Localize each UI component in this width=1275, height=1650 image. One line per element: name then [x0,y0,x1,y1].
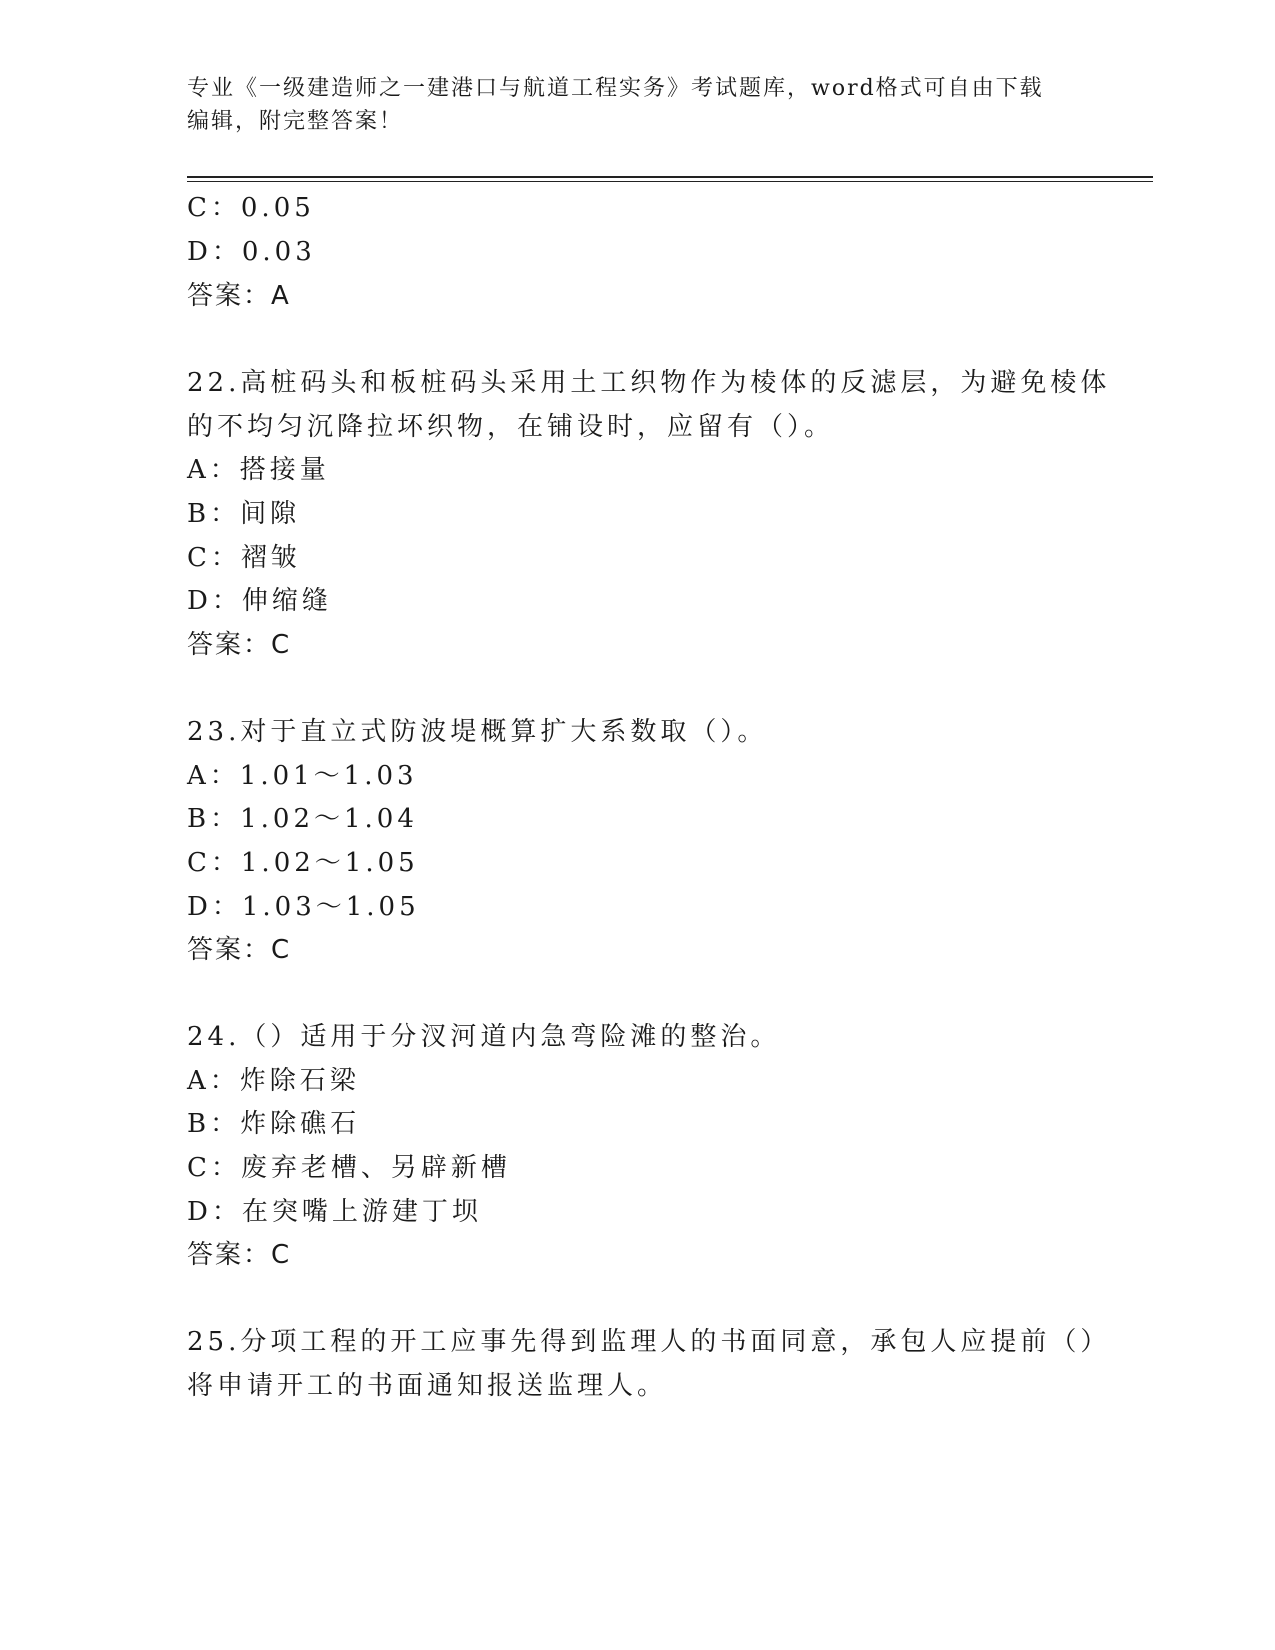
q24-stem-line-1: 24.（）适用于分汊河道内急弯险滩的整治。 [187,1022,781,1052]
header-line-1: 专业《一级建造师之一建港口与航道工程实务》考试题库，word格式可自由下载 [187,76,1044,101]
q23-stem-line-1: 23.对于直立式防波堤概算扩大系数取（）。 [187,717,768,747]
q25-stem-line-2: 将申请开工的书面通知报送监理人。 [187,1371,668,1401]
prev-option-d: D：0.03 [187,237,316,267]
header-rule-thick [187,176,1153,178]
q24-answer: 答案：C [187,1240,292,1270]
q24-option-a: A：炸除石梁 [187,1066,360,1096]
q23-option-a: A：1.01～1.03 [187,761,418,791]
q25-stem-line-1: 25.分项工程的开工应事先得到监理人的书面同意，承包人应提前（） [187,1327,1111,1357]
q22-answer: 答案：C [187,630,292,660]
header-rule-thin [187,181,1153,182]
q24-option-c: C：废弃老槽、另辟新槽 [187,1153,511,1183]
q23-answer: 答案：C [187,935,292,965]
q24-option-b: B：炸除礁石 [187,1109,361,1139]
prev-option-c: C：0.05 [187,193,315,223]
q23-option-d: D：1.03～1.05 [187,892,420,922]
q24-option-d: D：在突嘴上游建丁坝 [187,1197,482,1227]
q22-option-a: A：搭接量 [187,455,330,485]
prev-answer: 答案：A [187,281,291,311]
q22-option-c: C：褶皱 [187,543,301,573]
q23-option-b: B：1.02～1.04 [187,804,418,834]
q22-stem-line-1: 22.高桩码头和板桩码头采用土工织物作为棱体的反滤层，为避免棱体 [187,368,1111,398]
q22-option-d: D：伸缩缝 [187,586,332,616]
q23-option-c: C：1.02～1.05 [187,848,419,878]
q22-option-b: B：间隙 [187,499,301,529]
document-header [187,72,1067,138]
q22-stem-line-2: 的不均匀沉降拉坏织物，在铺设时，应留有（）。 [187,412,835,442]
header-line-2: 编辑，附完整答案！ [187,109,404,134]
